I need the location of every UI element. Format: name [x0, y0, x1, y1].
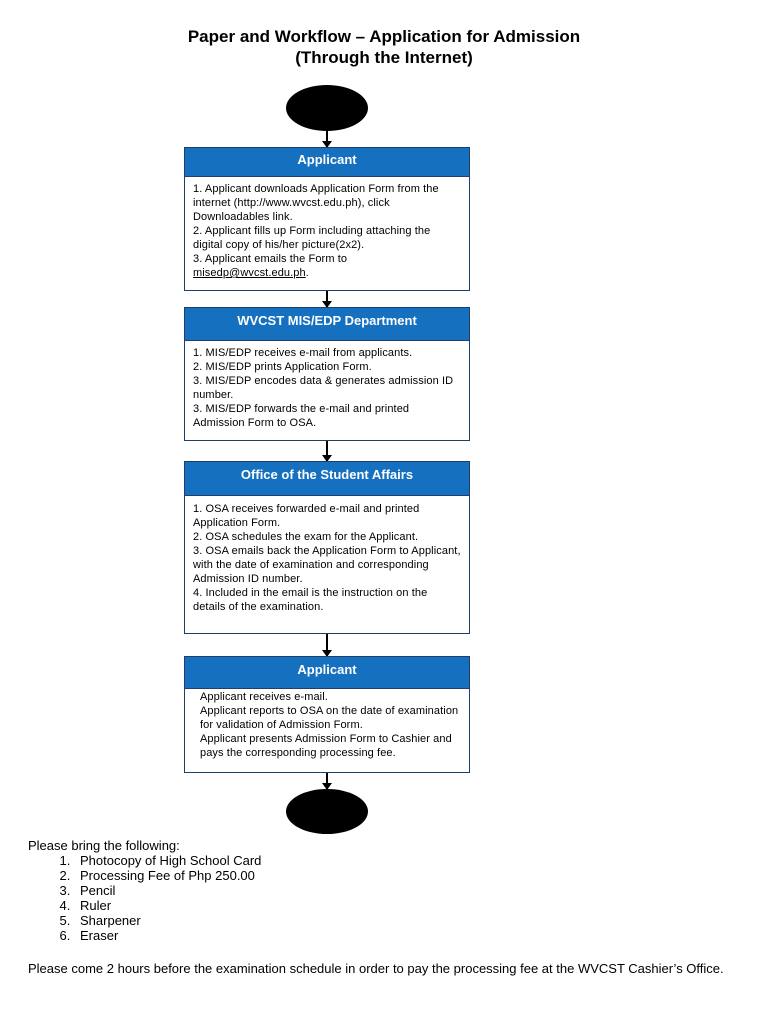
step-text: 4. Included in the email is the instruction on the details of the examination.	[193, 587, 428, 613]
step-text: 1. MIS/EDP receives e-mail from applicants.	[193, 347, 413, 359]
end-terminal	[286, 789, 368, 834]
step-text: 1. Applicant downloads Application Form from the internet (http://www.wvcst.edu.ph), click Downloadables link.	[193, 183, 439, 223]
bring-list	[28, 853, 261, 943]
step-text: 3. MIS/EDP encodes data & generates admission ID number.	[193, 375, 454, 401]
step-text: Applicant reports to OSA on the date of examination for validation of Admission Form.	[200, 705, 459, 731]
step-text: 2. MIS/EDP prints Application Form.	[193, 361, 372, 373]
applicant-step-box	[184, 147, 470, 291]
flow-arrow	[326, 131, 328, 147]
list-item: 2. Processing Fee of Php 250.00	[74, 868, 261, 883]
list-item: 6. Eraser	[74, 928, 261, 943]
box-header: Applicant	[185, 148, 469, 177]
step-text: 2. Applicant fills up Form including attaching the digital copy of his/her picture(2x2).	[193, 225, 431, 251]
page-subtitle: (Through the Internet)	[295, 48, 473, 67]
step-text: Applicant receives e-mail.	[200, 691, 328, 703]
list-item: 1. Photocopy of High School Card	[74, 853, 261, 868]
list-item: 5. Sharpener	[74, 913, 261, 928]
flow-arrow	[326, 634, 328, 656]
step-text: 2. OSA schedules the exam for the Applicant.	[193, 531, 419, 543]
osa-step-box	[184, 461, 470, 634]
list-item: 3. Pencil	[74, 883, 261, 898]
arrival-note: Please come 2 hours before the examination schedule in order to pay the processing fee at the WVCST Cashier’s Office.	[28, 961, 724, 976]
flow-arrow	[326, 773, 328, 789]
flow-arrow	[326, 291, 328, 307]
step-text: 3. MIS/EDP forwards the e-mail and printed Admission Form to OSA.	[193, 403, 410, 429]
box-header: WVCST MIS/EDP Department	[185, 308, 469, 341]
bring-intro: Please bring the following:	[28, 838, 180, 853]
page-title: Paper and Workflow – Application for Admission	[187, 27, 581, 46]
list-item: 4. Ruler	[74, 898, 261, 913]
email-link[interactable]: misedp@wvcst.edu.ph	[193, 267, 306, 279]
applicant-final-step-box	[184, 656, 470, 773]
start-terminal	[286, 85, 368, 131]
step-text: .	[305, 267, 309, 279]
step-text: Applicant presents Admission Form to Cashier and pays the corresponding processing fee.	[200, 733, 452, 759]
box-header: Office of the Student Affairs	[185, 462, 469, 496]
mis-edp-step-box	[184, 307, 470, 441]
step-text: 3. OSA emails back the Application Form to Applicant, with the date of examination and corresponding Admission ID number.	[193, 545, 461, 585]
flow-arrow	[326, 441, 328, 461]
step-text: 3. Applicant emails the Form to	[193, 253, 348, 265]
box-header: Applicant	[185, 657, 469, 689]
step-text: 1. OSA receives forwarded e-mail and printed Application Form.	[193, 503, 420, 529]
bring-list-section	[28, 838, 261, 943]
